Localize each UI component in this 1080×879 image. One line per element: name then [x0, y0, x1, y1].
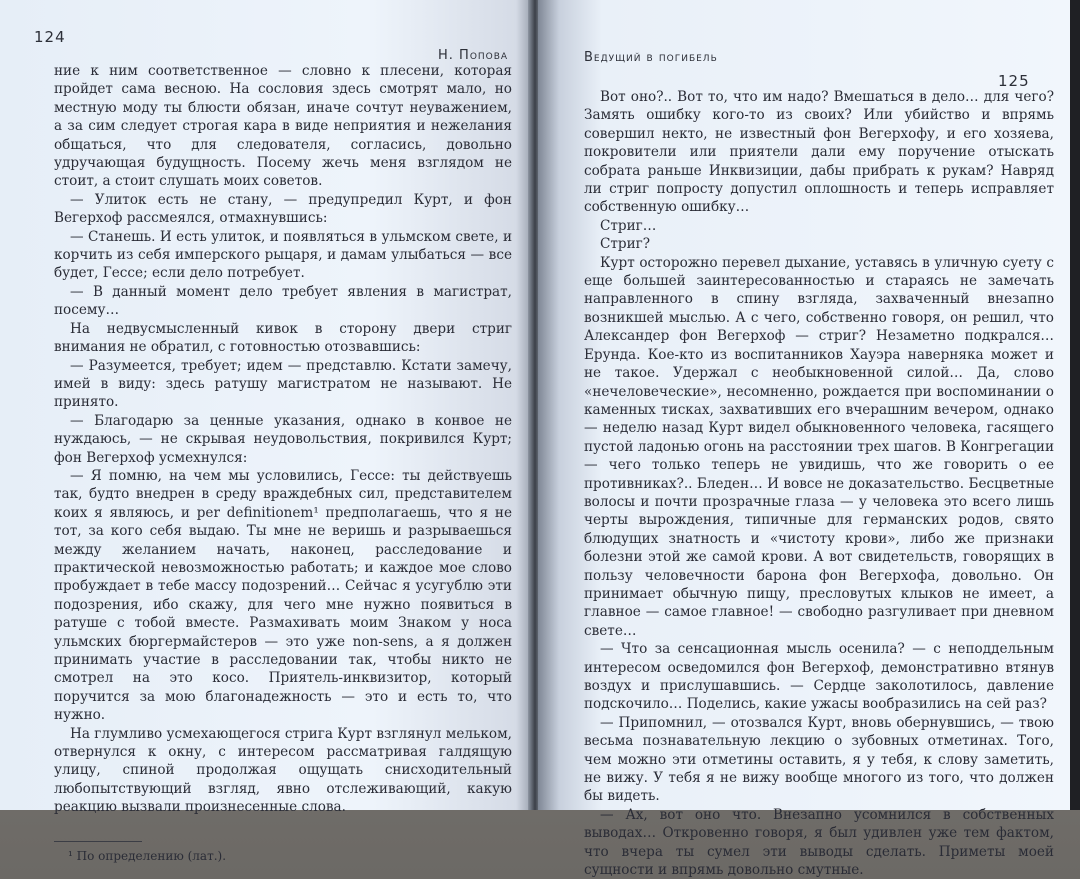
right-page	[538, 0, 1070, 879]
page-number-left: 124	[34, 28, 66, 46]
paragraph: — Улиток есть не стану, — предупредил Курт, и фон Вегерхоф рассмеялся, отмахнувшись:	[54, 191, 512, 227]
paragraph: Курт осторожно перевел дыхание, уставясь в уличную суету с еще большей заинтересованностью и стараясь не замечать направленного в спину взгляда, захваченный внезапно возникшей мыслью. А с чего, собственно говоря, он решил, что Александер фон Вегерхоф — стриг? Незаметно подкрался… Ерунда. Кое-кто из воспитанников Хауэра наверняка может и не такое. Удержал с необыкновенной силой… Да, слово «нечеловеческие», несомненно, рождается при воспоминании о каменных тисках, захвативших его вчерашним вечером, однако — неделю назад Курт видел обыкновенного человека, гасящего пустой ладонью огонь на расстоянии трех шагов. В Конгрегации — чего только теперь не увидишь, что же говорить о ее противниках?.. Бледен… И вовсе не доказательство. Бесцветные волосы и почти прозрачные глаза — у человека это всего лишь черты вырождения, типичные для германских родов, свято блюдущих знатность и «чистоту крови», либо же признаки болезни этой же самой крови. А вот свидетельств, говорящих в пользу человечности барона фон Вегерхофа, довольно. Он принимает обычную пищу, пресловутых клыков не имеет, а главное — самое главное! — свободно разгуливает при дневном свете…	[584, 254, 1054, 639]
paragraph: — Станешь. И есть улиток, и появляться в ульмском свете, и корчить из себя имперского рыцаря, и дамам улыбаться — все будет, Гессе; если дело потребует.	[54, 228, 512, 282]
page-number-right: 125	[998, 72, 1030, 90]
left-page-body	[54, 62, 512, 817]
running-head-left: Н. Попова	[438, 48, 509, 63]
paragraph: — Я помню, на чем мы условились, Гессе: ты действуешь так, будто внедрен в среду враждебных сил, представителем коих я являюсь, и per definitionem¹ предполагаешь, что я не тот, за кого себя выдаю. Ты мне не веришь и разрываешься между желанием начать, наконец, расследование и практической невозможностью работать; и каждое мое слово пробуждает в тебе массу подозрений… Сейчас я усугублю эти подозрения, ибо скажу, для чего мне нужно появиться в ратуше с тобой вместе. Размахивать моим Знаком у носа ульмских бюргермайстеров — это уже non-sens, а я должен принимать участие в расследовании так, чтобы никто не смотрел на это косо. Приятель-инквизитор, который поручится за мою благонадежность — это и есть то, что нужно.	[54, 467, 512, 724]
paragraph: — Что за сенсационная мысль осенила? — с неподдельным интересом осведомился фон Вегерхоф, демонстративно втянув воздух и прислушавшись. — Сердце заколотилось, давление подскочило… Поделись, какие ужасы вообразились на сей раз?	[584, 641, 1054, 713]
paragraph: На глумливо усмехающегося стрига Курт взглянул мельком, отвернулся к окну, с интересом рассматривая галдящую улицу, спиной продолжая ощущать снисходительный любопытствующий взгляд, явно отслеживающий, какую реакцию вызвали произнесенные слова.	[54, 725, 512, 816]
paragraph: — Разумеется, требует; идем — представлю. Кстати замечу, имей в виду: здесь ратушу магистратом не называют. Не принято.	[54, 357, 512, 411]
paragraph: На недвусмысленный кивок в сторону двери стриг внимания не обратил, с готовностью отозвавшись:	[54, 320, 512, 356]
running-head-right: Ведущий в погибель	[584, 50, 718, 65]
left-page	[0, 0, 532, 863]
paragraph: Стриг?	[600, 236, 651, 253]
background-edge	[1070, 0, 1080, 810]
footnote: ¹ По определению (лат.).	[68, 848, 227, 863]
paragraph: — Припомнил, — отозвался Курт, вновь обернувшись, — твою весьма познавательную лекцию о зубовных отметинах. Того, чем можно эти отметины оставить, я у тебя, к слову заметить, не вижу. У тебя я не вижу вообще многого из того, что должен бы видеть.	[584, 714, 1054, 805]
right-page-body	[584, 88, 1054, 879]
paragraph: — Ах, вот оно что. Внезапно усомнился в собственных выводах… Откровенно говоря, я был удивлен уже тем фактом, что вчера ты сумел эти выводы сделать. Приметы моей сущности и впрямь довольно смутные.	[584, 806, 1054, 879]
paragraph: ние к ним соответственное — словно к плесени, которая пройдет сама весною. На сословия здесь смотрят мало, но местную моду ты блюсти обязан, иначе сочтут неуважением, а за сим следует строгая кара в виде неприятия и нежелания общаться, что для следователя, согласись, довольно удручающая будущность. Посему жечь меня взглядом не стоит, а стоит слушать моих советов.	[54, 63, 512, 190]
footnote-rule	[54, 841, 142, 842]
paragraph: — Благодарю за ценные указания, однако в конвое не нуждаюсь, — не скрывая неудовольствия, покривился Курт; фон Вегерхоф усмехнулся:	[54, 412, 512, 466]
paragraph: Вот оно?.. Вот то, что им надо? Вмешаться в дело… для чего? Замять ошибку кого-то из своих? Или убийство и впрямь совершил некто, не известный фон Вегерхофу, и его хозяева, покровители или приятели дали ему поручение отыскать собрата раньше Инквизиции, дабы прибрать к рукам? Навряд ли стриг попросту допустил оплошность и теперь исправляет собственную ошибку…	[584, 89, 1054, 216]
paragraph: — В данный момент дело требует явления в магистрат, посему…	[54, 283, 512, 319]
paragraph: Стриг…	[600, 217, 657, 234]
